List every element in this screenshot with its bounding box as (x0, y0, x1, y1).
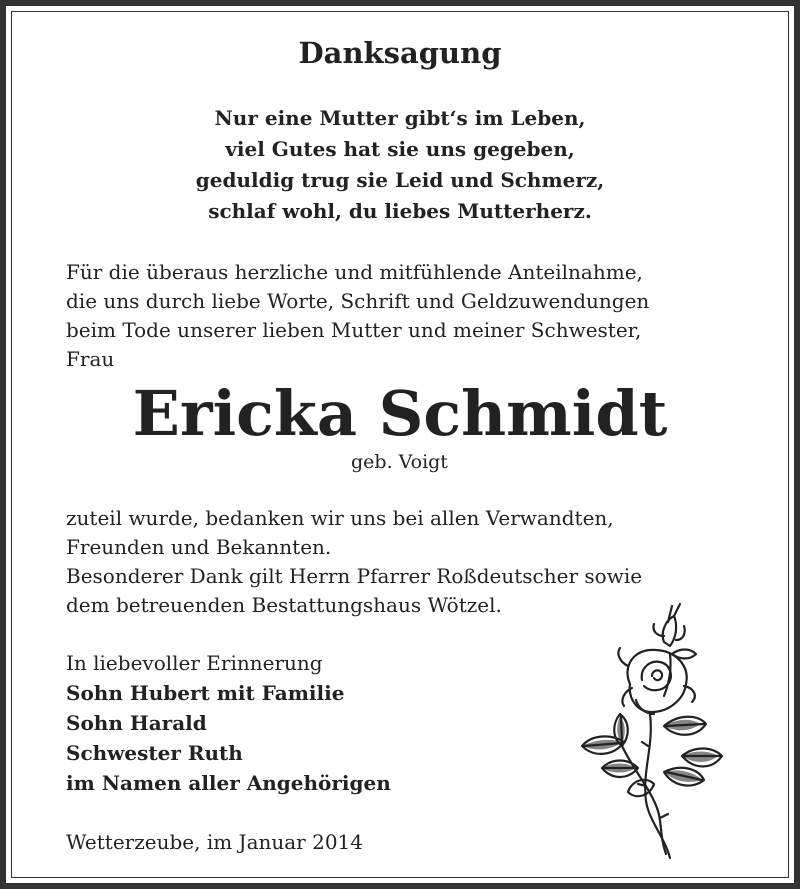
signatory: im Namen aller Angehörigen (66, 771, 391, 795)
signoff-intro: In liebevoller Erinnerung (66, 651, 323, 675)
poem-line: Nur eine Mutter gibt‘s im Leben, (214, 106, 586, 130)
place-date: Wetterzeube, im Januar 2014 (66, 830, 364, 854)
notice-heading: Danksagung (298, 36, 502, 70)
intro-line: beim Tode unserer lieben Mutter und meiner Schwester, (66, 318, 642, 342)
deceased-name: Ericka Schmidt (132, 377, 668, 450)
intro-line: Für die überaus herzliche und mitfühlende Anteilnahme, (66, 260, 643, 284)
memorial-poem (6, 103, 794, 227)
thanks-line: zuteil wurde, bedanken wir uns bei allen Verwandten, (66, 506, 614, 530)
thanks-line: dem betreuenden Bestattungshaus Wötzel. (66, 593, 502, 617)
intro-line: Frau (66, 347, 115, 371)
signatory: Sohn Harald (66, 711, 207, 735)
thanks-line: Besonderer Dank gilt Herrn Pfarrer Roßdeutscher sowie (66, 564, 643, 588)
poem-line: schlaf wohl, du liebes Mutterherz. (208, 199, 592, 223)
rose-icon (572, 596, 742, 861)
intro-paragraph (66, 258, 746, 374)
poem-line: viel Gutes hat sie uns gegeben, (225, 137, 575, 161)
maiden-name: geb. Voigt (351, 451, 448, 473)
signatory: Sohn Hubert mit Familie (66, 681, 345, 705)
signatory: Schwester Ruth (66, 741, 243, 765)
thanks-line: Freunden und Bekannten. (66, 535, 332, 559)
poem-line: geduldig trug sie Leid und Schmerz, (195, 168, 605, 192)
intro-line: die uns durch liebe Worte, Schrift und Geldzuwendungen (66, 289, 650, 313)
signoff-block (66, 648, 391, 798)
